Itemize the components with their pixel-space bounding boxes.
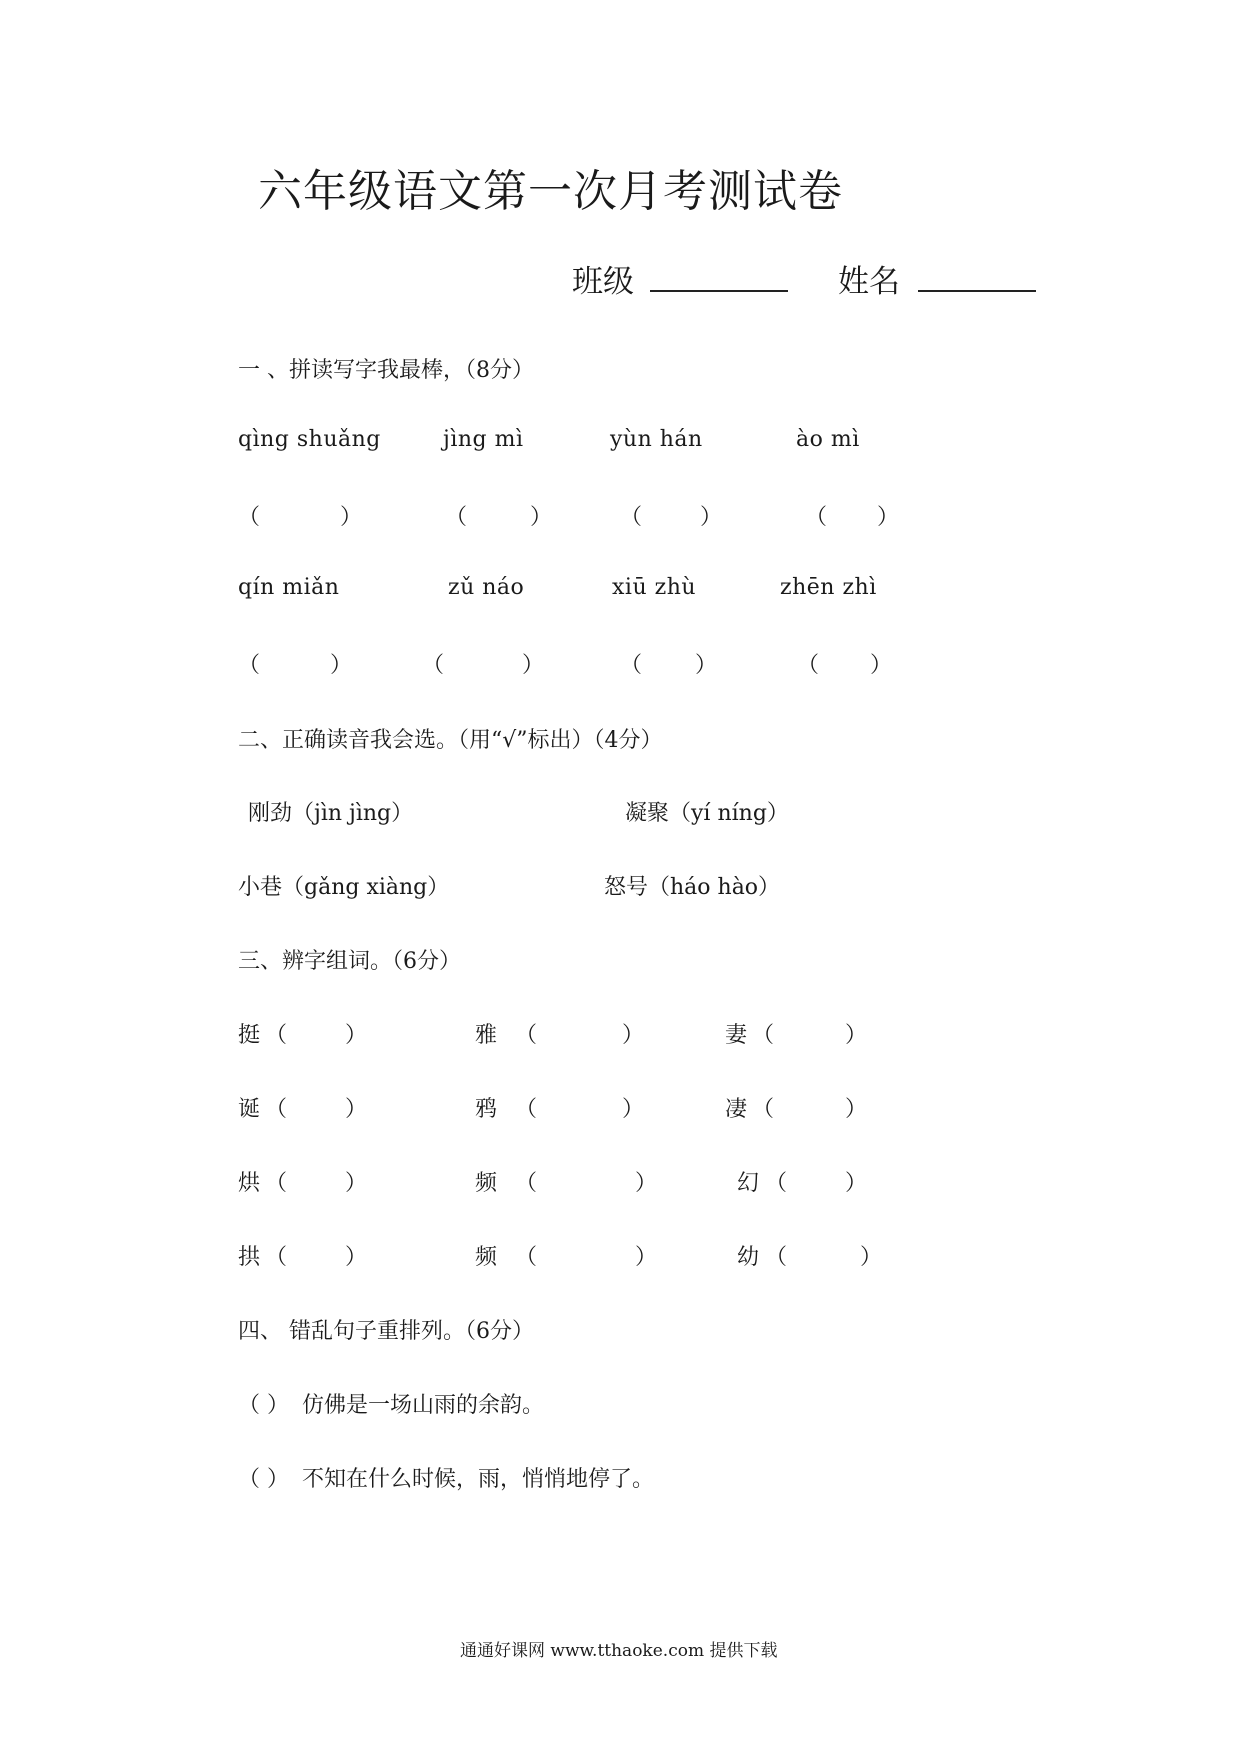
answer-paren-open: （: [265, 1245, 288, 1270]
answer-paren-open: （: [265, 1171, 288, 1196]
answer-paren-open: （: [765, 1171, 788, 1196]
pinyin-item: zhēn zhì: [780, 575, 877, 600]
char-label: 烘: [238, 1171, 261, 1196]
answer-paren-open: （: [445, 505, 468, 530]
answer-paren-close: ）: [845, 1097, 868, 1122]
answer-paren-open: （: [805, 505, 828, 530]
order-paren: （ ）: [238, 1393, 289, 1418]
answer-paren-close: ）: [860, 1245, 883, 1270]
char-label: 频: [475, 1245, 498, 1270]
section3-heading: 三、辨字组词。（6分）: [238, 949, 461, 974]
answer-paren-close: ）: [522, 653, 545, 678]
answer-paren-close: ）: [845, 1171, 868, 1196]
pinyin-item: jìng mì: [443, 427, 524, 452]
char-label: 挺: [238, 1023, 261, 1048]
pinyin-item: ào mì: [796, 427, 860, 452]
char-label: 频: [475, 1171, 498, 1196]
char-label: 幻: [737, 1171, 760, 1196]
char-label: 凄: [725, 1097, 748, 1122]
scrambled-sentence: 不知在什么时候，雨，悄悄地停了。: [302, 1467, 655, 1492]
answer-paren-close: ）: [700, 505, 723, 530]
pinyin-item: qín miǎn: [238, 575, 340, 600]
answer-paren-open: （: [797, 653, 820, 678]
char-label: 诞: [238, 1097, 261, 1122]
section1-heading: 一 、拼读写字我最棒，（8分）: [238, 358, 534, 383]
answer-paren-close: ）: [330, 653, 353, 678]
answer-paren-close: ）: [870, 653, 893, 678]
answer-paren-close: ）: [530, 505, 553, 530]
class-label: 班级: [572, 264, 634, 300]
footer-credit: 通通好课网 www.tthaoke.com 提供下载: [460, 1641, 778, 1661]
pinyin-item: xiū zhù: [612, 575, 697, 600]
answer-paren-open: （: [515, 1171, 538, 1196]
section2-heading: 二、正确读音我会选。（用“√”标出）（4分）: [238, 728, 663, 753]
char-label: 幼: [737, 1245, 760, 1270]
scrambled-sentence: 仿佛是一场山雨的余韵。: [302, 1393, 545, 1418]
answer-paren-open: （: [265, 1097, 288, 1122]
char-label: 雅: [475, 1023, 498, 1048]
answer-paren-open: （: [515, 1097, 538, 1122]
answer-paren-close: ）: [695, 653, 718, 678]
reading-choice-item: 凝聚（yí níng）: [625, 801, 789, 826]
reading-choice-item: 小巷（gǎng xiàng）: [238, 875, 450, 900]
reading-choice-item: 怒号（háo hào）: [604, 875, 781, 900]
answer-paren-close: ）: [345, 1023, 368, 1048]
pinyin-item: qìng shuǎng: [238, 427, 381, 452]
answer-paren-open: （: [238, 505, 261, 530]
pinyin-item: yùn hán: [610, 427, 703, 452]
answer-paren-open: （: [422, 653, 445, 678]
answer-paren-close: ）: [877, 505, 900, 530]
reading-choice-item: 刚劲（jìn jìng）: [248, 801, 414, 826]
section4-heading: 四、 错乱句子重排列。（6分）: [238, 1319, 534, 1344]
name-blank[interactable]: [918, 290, 1036, 292]
answer-paren-close: ）: [845, 1023, 868, 1048]
answer-paren-close: ）: [622, 1023, 645, 1048]
answer-paren-open: （: [620, 505, 643, 530]
answer-paren-open: （: [515, 1023, 538, 1048]
answer-paren-close: ）: [340, 505, 363, 530]
char-label: 鸦: [475, 1097, 498, 1122]
answer-paren-open: （: [265, 1023, 288, 1048]
class-blank[interactable]: [650, 290, 788, 292]
answer-paren-close: ）: [345, 1171, 368, 1196]
order-paren: （ ）: [238, 1467, 289, 1492]
answer-paren-close: ）: [345, 1245, 368, 1270]
name-label: 姓名: [838, 264, 900, 300]
answer-paren-open: （: [620, 653, 643, 678]
pinyin-item: zǔ náo: [448, 575, 525, 600]
answer-paren-open: （: [765, 1245, 788, 1270]
answer-paren-open: （: [238, 653, 261, 678]
answer-paren-open: （: [515, 1245, 538, 1270]
answer-paren-close: ）: [622, 1097, 645, 1122]
answer-paren-close: ）: [635, 1245, 658, 1270]
page-title: 六年级语文第一次月考测试卷: [258, 166, 843, 217]
answer-paren-close: ）: [635, 1171, 658, 1196]
answer-paren-close: ）: [345, 1097, 368, 1122]
char-label: 拱: [238, 1245, 261, 1270]
char-label: 妻: [725, 1023, 748, 1048]
answer-paren-open: （: [752, 1023, 775, 1048]
answer-paren-open: （: [752, 1097, 775, 1122]
